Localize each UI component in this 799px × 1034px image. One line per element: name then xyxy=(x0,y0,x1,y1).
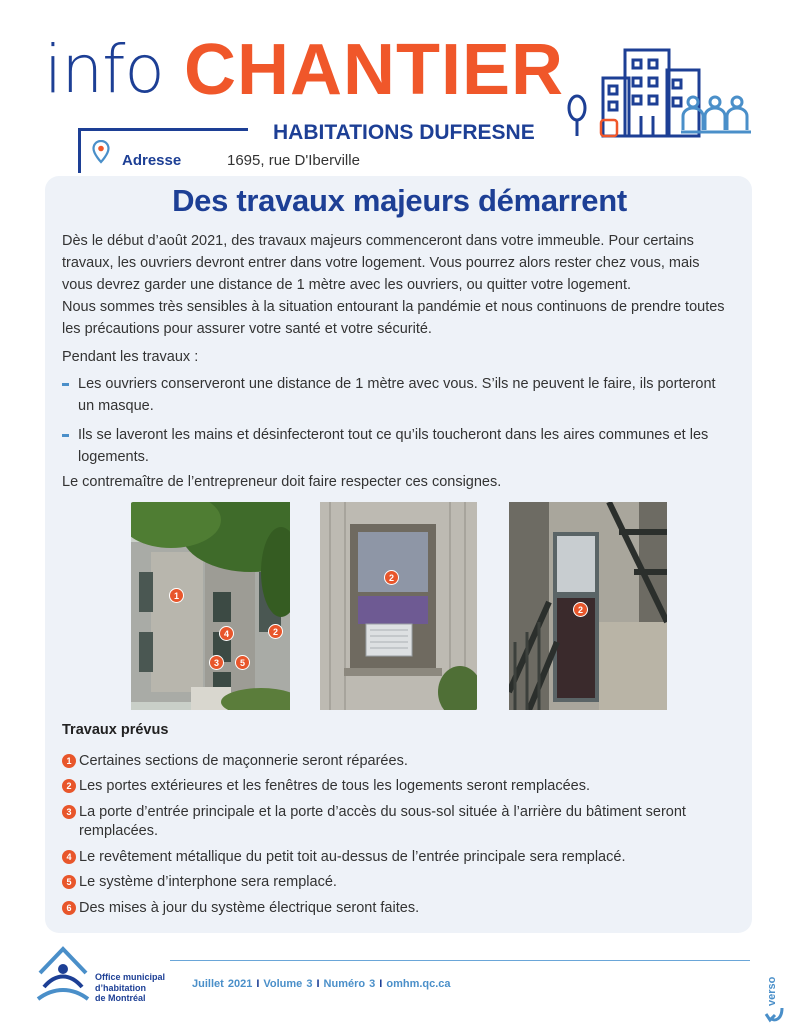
works-title: Travaux prévus xyxy=(62,722,169,738)
work-number: 1 xyxy=(62,754,76,768)
work-text: Le revêtement métallique du petit toit au-dessus de l’entrée principale sera remplacé. xyxy=(79,849,626,865)
location-pin-icon xyxy=(92,140,110,164)
list-item xyxy=(62,752,734,771)
publication-info: Juillet 2021 I Volume 3 I Numéro 3 I omhm.qc.ca xyxy=(192,978,451,990)
work-number: 3 xyxy=(62,805,76,819)
work-number: 6 xyxy=(62,901,76,915)
address-value: 1695, rue D'Iberville xyxy=(227,152,360,169)
photo-marker: 1 xyxy=(169,588,184,603)
pandemic-paragraph: Nous sommes très sensibles à la situation entourant la pandémie et nous continuons de prendre toutes les précautions pour assurer votre santé et votre sécurité. xyxy=(62,299,725,337)
title-chantier: CHANTIER xyxy=(184,30,564,110)
buildings-icon xyxy=(565,40,755,140)
turn-page-arrow-icon xyxy=(760,960,790,1030)
project-subtitle: HABITATIONS DUFRESNE xyxy=(273,121,535,144)
website-link[interactable]: omhm.qc.ca xyxy=(386,978,451,990)
issue-number: Numéro 3 xyxy=(323,978,376,990)
title-info: info xyxy=(44,31,164,108)
list-item xyxy=(62,777,734,796)
list-item xyxy=(62,848,734,867)
list-item xyxy=(62,873,734,892)
photo-marker: 2 xyxy=(268,624,283,639)
bullet-text: Les ouvriers conserveront une distance de 1 mètre avec vous. S’ils ne peuvent le faire, ils porteront un masque. xyxy=(78,376,716,414)
organization-name: Office municipal d’habitation de Montréal xyxy=(95,972,166,1003)
list-item xyxy=(62,424,734,468)
work-number: 2 xyxy=(62,779,76,793)
photo-marker: 2 xyxy=(384,570,399,585)
during-works-label: Pendant les travaux : xyxy=(62,349,199,365)
photo-marker: 2 xyxy=(573,602,588,617)
page-title: Des travaux majeurs démarrent xyxy=(172,183,627,218)
header xyxy=(0,0,799,175)
work-number: 4 xyxy=(62,850,76,864)
bullet-text: Ils se laveront les mains et désinfecteront tout ce qu’ils toucheront dans les aires communes et les logements. xyxy=(78,427,709,465)
closing-paragraph: Le contremaître de l’entrepreneur doit faire respecter ces consignes. xyxy=(62,474,502,490)
intro-paragraph: Dès le début d’août 2021, des travaux majeurs commenceront dans votre immeuble. Pour certains travaux, les ouvriers devront entrer dans votre logement. Vous pourrez alors rester chez vous, mais vous devrez garder une distance de 1 mètre avec les ouvriers, ou quitter votre logement. xyxy=(62,233,700,293)
bullet-dash xyxy=(62,434,69,437)
bullet-dash xyxy=(62,383,69,386)
issue-volume: Volume 3 xyxy=(263,978,313,990)
photo-door-stairs xyxy=(509,502,667,710)
work-text: Les portes extérieures et les fenêtres de tous les logements seront remplacées. xyxy=(79,778,590,794)
photo-window xyxy=(320,502,477,710)
list-item xyxy=(62,899,734,918)
work-text: Certaines sections de maçonnerie seront réparées. xyxy=(79,753,408,769)
issue-date: Juillet 2021 xyxy=(192,978,253,990)
header-rule-vertical xyxy=(78,128,81,173)
verso-label: verso xyxy=(766,976,778,1006)
work-text: Le système d’interphone sera remplacé. xyxy=(79,874,337,890)
work-text: La porte d’entrée principale et la porte d’accès du sous-sol située à l’arrière du bâtiment seront remplacées. xyxy=(79,804,686,839)
photo-marker: 5 xyxy=(235,655,250,670)
photo-marker: 3 xyxy=(209,655,224,670)
work-number: 5 xyxy=(62,875,76,889)
omhm-logo-icon xyxy=(34,943,92,1005)
header-rule xyxy=(80,128,248,131)
address-label: Adresse xyxy=(122,152,182,169)
photo-marker: 4 xyxy=(219,626,234,641)
list-item xyxy=(62,803,734,841)
footer-rule xyxy=(170,960,750,961)
photo-building-facade xyxy=(131,502,290,710)
work-text: Des mises à jour du système électrique seront faites. xyxy=(79,900,420,916)
list-item xyxy=(62,373,734,417)
